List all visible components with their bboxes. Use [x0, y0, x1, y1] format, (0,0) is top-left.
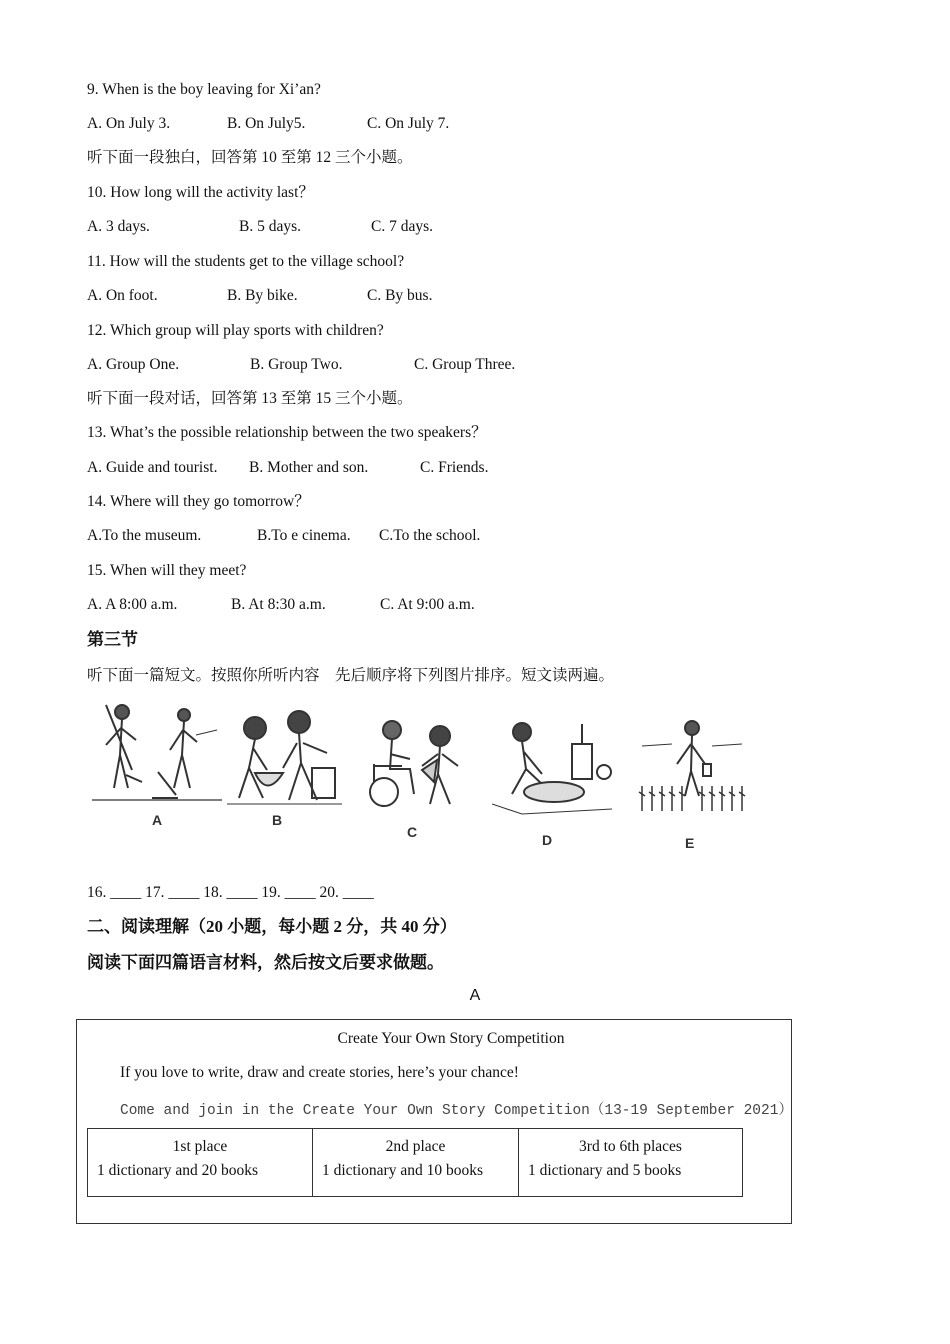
- picture-e-label: E: [685, 835, 695, 851]
- question-13: 13. What’s the possible relationship between the two speakers？: [87, 424, 487, 441]
- passage-label: A: [469, 987, 481, 1004]
- q12-option-c: C. Group Three.: [414, 356, 516, 373]
- laundry-illustration: [492, 714, 617, 819]
- section-3-instruction: 听下面一篇短文。按照你所听内容 先后顺序将下列图片排序。短文读两遍。: [87, 667, 615, 684]
- picture-e: [637, 716, 747, 851]
- q15-option-b: B. At 8:30 a.m.: [231, 596, 326, 613]
- picture-a: [92, 700, 222, 828]
- question-10: 10. How long will the activity last？: [87, 184, 314, 201]
- q14-option-a: A.To the museum.: [87, 527, 202, 544]
- q14-option-b: B.To e cinema.: [257, 527, 351, 544]
- picture-strip: [92, 700, 752, 860]
- picture-c-label: C: [407, 824, 418, 840]
- picture-b-label: B: [272, 812, 283, 828]
- prize-cell: [88, 1129, 313, 1197]
- prize-reward: 1 dictionary and 20 books: [97, 1162, 259, 1179]
- q11-option-c: C. By bus.: [367, 287, 433, 304]
- answer-blanks-16-20: 16. ____ 17. ____ 18. ____ 19. ____ 20. ____: [87, 884, 374, 901]
- q10-option-b: B. 5 days.: [239, 218, 301, 235]
- prize-place: 2nd place: [385, 1138, 446, 1155]
- reading-instruction: 阅读下面四篇语言材料，然后按文后要求做题。: [87, 953, 444, 972]
- q14-option-c: C.To the school.: [379, 527, 481, 544]
- picture-d-label: D: [542, 832, 553, 848]
- q13-option-c: C. Friends.: [420, 459, 489, 476]
- question-15: 15. When will they meet?: [87, 562, 247, 579]
- wheelchair-illustration: [362, 714, 472, 814]
- q15-option-a: A. A 8:00 a.m.: [87, 596, 178, 613]
- prize-place: 1st place: [172, 1138, 228, 1155]
- q13-option-b: B. Mother and son.: [249, 459, 369, 476]
- q10-option-a: A. 3 days.: [87, 218, 150, 235]
- question-9: 9. When is the boy leaving for Xi’an?: [87, 81, 321, 98]
- q9-option-a: A. On July 3.: [87, 115, 171, 132]
- sweeping-illustration: [92, 700, 222, 805]
- q12-option-b: B. Group Two.: [250, 356, 343, 373]
- picture-c: [362, 714, 472, 840]
- q10-option-c: C. 7 days.: [371, 218, 433, 235]
- picture-a-label: A: [152, 812, 163, 828]
- q9-option-c: C. On July 7.: [367, 115, 450, 132]
- section-3-heading: 第三节: [87, 630, 138, 649]
- q11-option-a: A. On foot.: [87, 287, 158, 304]
- competition-title: Create Your Own Story Competition: [337, 1030, 565, 1047]
- competition-intro: If you love to write, draw and create stories, here’s your chance!: [120, 1064, 519, 1081]
- instruction-10-12: 听下面一段独白，回答第 10 至第 12 三个小题。: [87, 149, 413, 166]
- prize-table: [87, 1128, 743, 1197]
- prize-cell: [313, 1129, 519, 1197]
- q13-option-a: A. Guide and tourist.: [87, 459, 218, 476]
- question-12: 12. Which group will play sports with children?: [87, 322, 384, 339]
- field-illustration: [637, 716, 747, 821]
- prize-reward: 1 dictionary and 10 books: [322, 1162, 484, 1179]
- picture-d: [492, 714, 617, 848]
- q9-option-b: B. On July5.: [227, 115, 306, 132]
- q11-option-b: B. By bike.: [227, 287, 298, 304]
- question-14: 14. Where will they go tomorrow？: [87, 493, 310, 510]
- prize-place: 3rd to 6th places: [579, 1138, 682, 1155]
- q15-option-c: C. At 9:00 a.m.: [380, 596, 475, 613]
- competition-notice-box: [76, 1019, 792, 1224]
- instruction-13-15: 听下面一段对话，回答第 13 至第 15 三个小题。: [87, 390, 413, 407]
- reading-heading: 二、阅读理解（20 小题，每小题 2 分，共 40 分）: [87, 917, 457, 936]
- washing-illustration: [227, 708, 342, 808]
- table-row: [88, 1129, 743, 1197]
- q12-option-a: A. Group One.: [87, 356, 180, 373]
- prize-reward: 1 dictionary and 5 books: [528, 1162, 682, 1179]
- competition-dates: Come and join in the Create Your Own Story Competition（13-19 September 2021）: [120, 1103, 793, 1119]
- picture-b: [227, 708, 342, 828]
- prize-cell: [519, 1129, 743, 1197]
- question-11: 11. How will the students get to the village school?: [87, 253, 405, 270]
